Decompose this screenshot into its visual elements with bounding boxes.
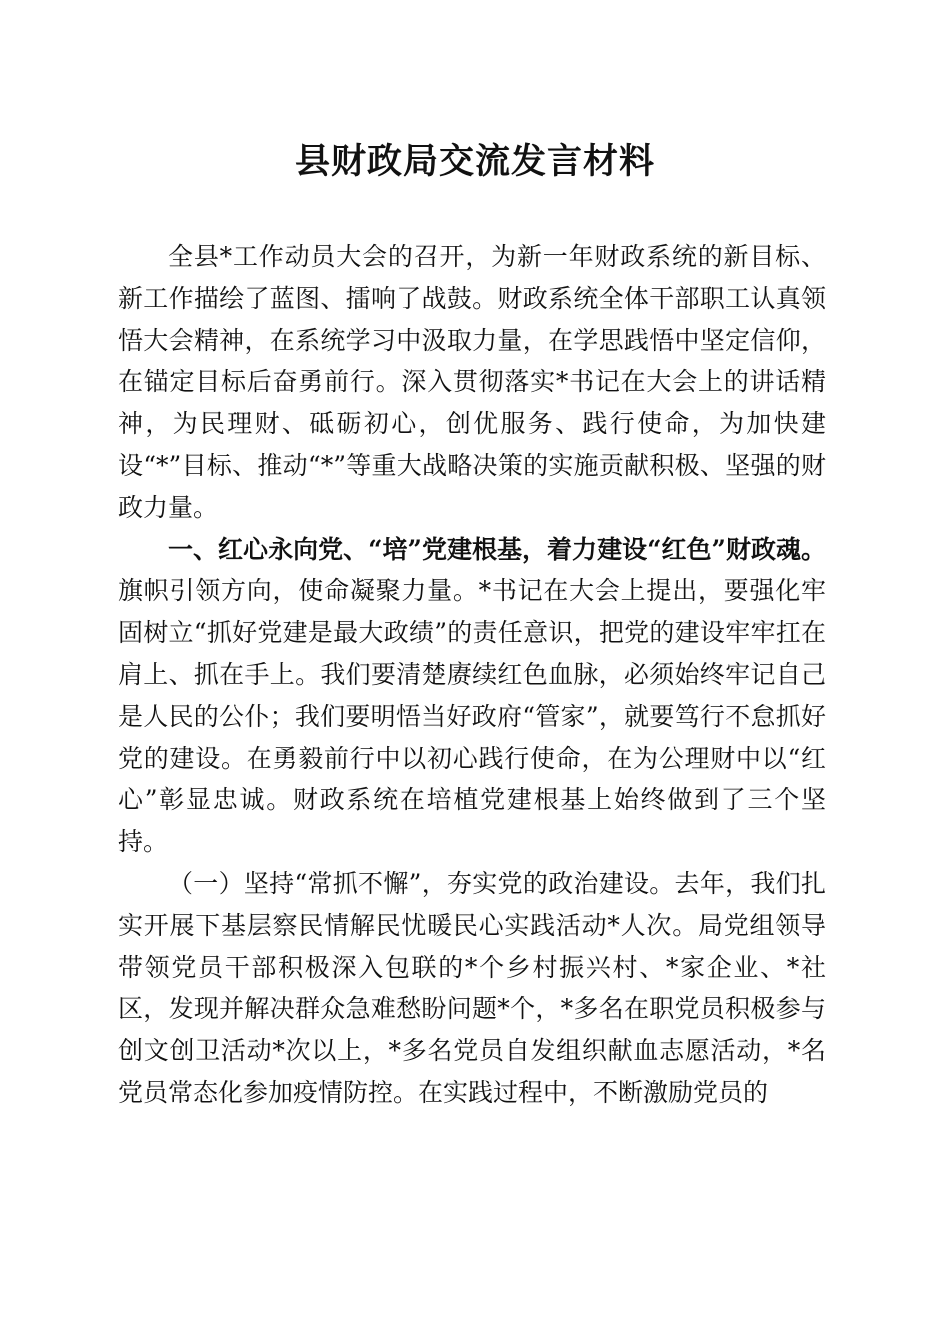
paragraph-section-1 (118, 529, 826, 863)
section-1-heading: 一、红心永向党、“培”党建根基，着力建设“红色”财政魂。 (168, 534, 826, 564)
paragraph-intro (118, 236, 826, 529)
paragraph-intro-text: 全县*工作动员大会的召开，为新一年财政系统的新目标、新工作描绘了蓝图、擂响了战鼓。财政系统全体干部职工认真领悟大会精神，在系统学习中汲取力量，在学思践悟中坚定信仰，在锚定目标后奋勇前行。深入贯彻落实*书记在大会上的讲话精神，为民理财、砥砺初心，创优服务、践行使命，为加快建设“*”目标、推动“*”等重大战略决策的实施贡献积极、坚强的财政力量。 (118, 242, 826, 522)
section-1-text: 旗帜引领方向，使命凝聚力量。*书记在大会上提出，要强化牢固树立“抓好党建是最大政绩”的责任意识，把党的建设牢牢扛在肩上、抓在手上。我们要清楚赓续红色血脉，必须始终牢记自己是人民的公仆；我们要明悟当好政府“管家”，就要笃行不怠抓好党的建设。在勇毅前行中以初心践行使命，在为公理财中以“红心”彰显忠诚。财政系统在培植党建根基上始终做到了三个坚持。 (118, 576, 826, 857)
subsection-1-heading: （一）坚持“常抓不懈”，夯实党的政治建设。 (168, 868, 675, 898)
document-body (118, 236, 826, 1114)
paragraph-subsection-1 (118, 863, 826, 1114)
subsection-1-text: 去年，我们扎实开展下基层察民情解民忧暖民心实践活动*人次。局党组领导带领党员干部积极深入包联的*个乡村振兴村、*家企业、*社区，发现并解决群众急难愁盼问题*个，*多名在职党员积极参与创文创卫活动*次以上，*多名党员自发组织献血志愿活动，*名党员常态化参加疫情防控。在实践过程中，不断激励党员的 (118, 868, 826, 1107)
document-title: 县财政局交流发言材料 (294, 141, 655, 182)
